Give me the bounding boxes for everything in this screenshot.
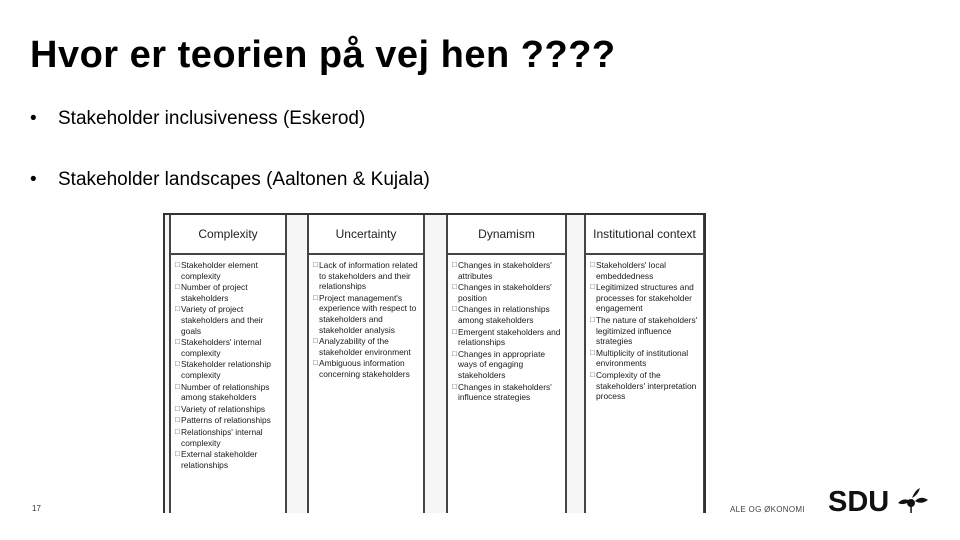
table-item	[452, 282, 562, 303]
table-item-text: Lack of information related to stakeholders and their relationships	[319, 260, 418, 292]
bullet-text: Stakeholder inclusiveness (Eskerod)	[58, 108, 366, 129]
table-item-text: Complexity of the stakeholders' interpretation process	[596, 369, 697, 402]
table-item	[175, 260, 282, 281]
checkbox-glyph-icon: □	[590, 282, 595, 292]
table-item-text: Changes in relationships among stakeholders	[458, 304, 550, 325]
table-item	[175, 282, 282, 303]
table-item	[590, 370, 700, 402]
sdu-logo	[828, 484, 930, 518]
table-item	[175, 404, 282, 415]
table-item	[313, 293, 420, 335]
checkbox-glyph-icon: □	[313, 336, 318, 346]
table-item-text: External stakeholder relationships	[181, 449, 258, 470]
table-item-text: Variety of relationships	[181, 403, 266, 414]
table-item-text: Legitimized structures and processes for stakeholder engagement	[596, 282, 694, 314]
table-column-complexity	[169, 215, 287, 513]
table-item	[313, 336, 420, 357]
table-item	[175, 337, 282, 358]
table-item-text: Analyzability of the stakeholder environment	[319, 336, 411, 357]
table-item-text: Multiplicity of institutional environments	[596, 347, 689, 369]
checkbox-glyph-icon: □	[590, 347, 595, 357]
column-items	[586, 255, 703, 402]
column-header: Institutional context	[586, 215, 703, 255]
table-item-text: Patterns of relationships	[181, 415, 271, 426]
table-item	[590, 315, 700, 347]
table-item	[452, 382, 562, 403]
bullet-text: Stakeholder landscapes (Aaltonen & Kujala)	[58, 169, 430, 190]
table-item-text: Stakeholder relationship complexity	[181, 359, 271, 380]
table-item-text: Emergent stakeholders and relationships	[458, 326, 561, 348]
table-item	[313, 260, 420, 292]
checkbox-glyph-icon: □	[590, 369, 595, 379]
logo-leaf-icon	[898, 488, 928, 513]
table-item-text: Variety of project stakeholders and their goals	[181, 304, 264, 336]
column-items	[309, 255, 423, 380]
table-item	[175, 415, 282, 426]
checkbox-glyph-icon: □	[452, 282, 457, 292]
bullet-item	[30, 169, 430, 191]
checkbox-glyph-icon: □	[175, 381, 180, 391]
checkbox-glyph-icon: □	[452, 260, 457, 269]
table-item	[590, 348, 700, 369]
table-item	[452, 349, 562, 381]
table-item-text: Changes in appropriate ways of engaging stakeholders	[458, 348, 546, 380]
table-item-text: Stakeholders' internal complexity	[181, 337, 262, 358]
checkbox-glyph-icon: □	[452, 348, 457, 358]
stakeholder-landscape-table	[163, 213, 706, 513]
table-item-text: Number of relationships among stakeholders	[181, 381, 270, 403]
column-items	[448, 255, 565, 403]
checkbox-glyph-icon: □	[313, 358, 318, 368]
table-item	[175, 304, 282, 336]
checkbox-glyph-icon: □	[175, 403, 180, 413]
table-item	[452, 260, 562, 281]
table-item	[175, 427, 282, 448]
footer-text: ALE OG ØKONOMI	[730, 505, 805, 514]
table-column-institutional-context	[584, 215, 705, 513]
table-item	[590, 260, 700, 281]
table-item-text: Stakeholder element complexity	[181, 260, 258, 281]
table-item-text: Changes in stakeholders' influence strategies	[458, 381, 552, 403]
table-item	[313, 358, 420, 379]
checkbox-glyph-icon: □	[175, 337, 180, 347]
table-item-text: Changes in stakeholders' position	[458, 282, 552, 303]
checkbox-glyph-icon: □	[175, 359, 180, 369]
table-item-text: Ambiguous information concerning stakeholders	[319, 358, 410, 379]
page-number: 17	[32, 504, 41, 513]
checkbox-glyph-icon: □	[452, 304, 457, 314]
bullet-glyph: •	[30, 169, 37, 190]
checkbox-glyph-icon: □	[175, 426, 180, 436]
bullet-item	[30, 108, 365, 130]
table-column-dynamism	[446, 215, 567, 513]
table-item-text: Number of project stakeholders	[181, 282, 248, 303]
checkbox-glyph-icon: □	[175, 304, 180, 314]
slide-title: Hvor er teorien på vej hen ????	[30, 34, 616, 76]
table-item-text: Relationships' internal complexity	[181, 426, 263, 448]
logo-text: SDU	[828, 486, 890, 518]
checkbox-glyph-icon: □	[313, 292, 318, 302]
table-item-text: Stakeholders' local embeddedness	[596, 260, 667, 281]
table-item-text: Changes in stakeholders' attributes	[458, 260, 552, 281]
table-item-text: Project management's experience with respect to stakeholders and stakeholder analysis	[319, 292, 417, 335]
column-header: Complexity	[171, 215, 285, 255]
table-column-uncertainty	[307, 215, 425, 513]
table-item	[175, 449, 282, 470]
checkbox-glyph-icon: □	[590, 260, 595, 269]
checkbox-glyph-icon: □	[175, 449, 180, 459]
checkbox-glyph-icon: □	[175, 415, 180, 425]
column-items	[171, 255, 285, 470]
table-item	[452, 304, 562, 325]
column-header: Dynamism	[448, 215, 565, 255]
checkbox-glyph-icon: □	[313, 260, 318, 269]
checkbox-glyph-icon: □	[452, 326, 457, 336]
table-item	[590, 282, 700, 314]
bullet-glyph: •	[30, 108, 37, 129]
table-item	[175, 359, 282, 380]
checkbox-glyph-icon: □	[590, 314, 595, 324]
table-item-text: The nature of stakeholders' legitimized influence strategies	[596, 314, 698, 347]
table-item	[452, 327, 562, 348]
checkbox-glyph-icon: □	[175, 260, 180, 269]
column-header: Uncertainty	[309, 215, 423, 255]
checkbox-glyph-icon: □	[175, 282, 180, 292]
table-item	[175, 382, 282, 403]
checkbox-glyph-icon: □	[452, 381, 457, 391]
